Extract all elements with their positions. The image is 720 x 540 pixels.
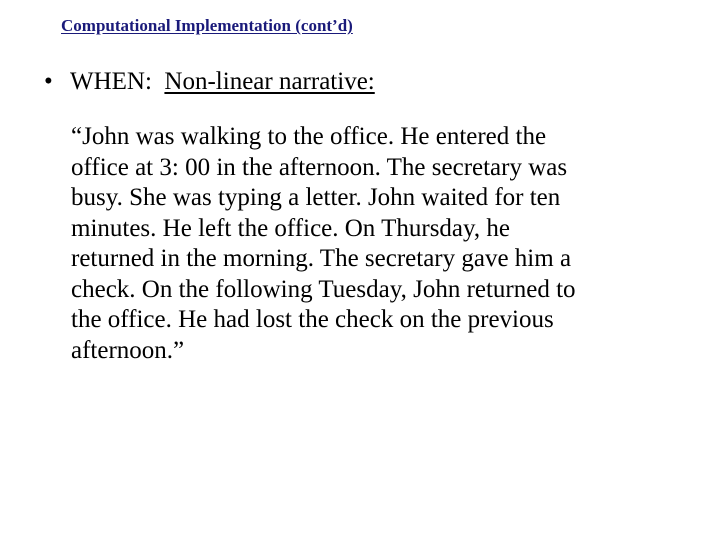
- narrative-line: returned in the morning. The secretary gave him a: [71, 245, 572, 272]
- narrative-line: the office. He had lost the check on the previous: [71, 306, 554, 333]
- when-value: Non-linear narrative:: [164, 68, 375, 95]
- narrative-line: afternoon.”: [71, 336, 185, 364]
- when-bullet: [44, 66, 375, 98]
- narrative-line: minutes. He left the office. On Thursday, he: [71, 214, 511, 242]
- slide-title: Computational Implementation (cont’d): [61, 16, 353, 35]
- narrative-line: busy. She was typing a letter. John waited for ten: [71, 184, 561, 211]
- bullet-icon: •: [44, 68, 53, 95]
- narrative-line: office at 3: 00 in the afternoon. The secretary was: [71, 153, 568, 181]
- narrative-line: “John was walking to the office. He entered the: [71, 123, 547, 150]
- narrative-quote: [71, 122, 681, 366]
- narrative-line: check. On the following Tuesday, John returned to: [71, 275, 576, 303]
- when-label: WHEN:: [70, 68, 165, 95]
